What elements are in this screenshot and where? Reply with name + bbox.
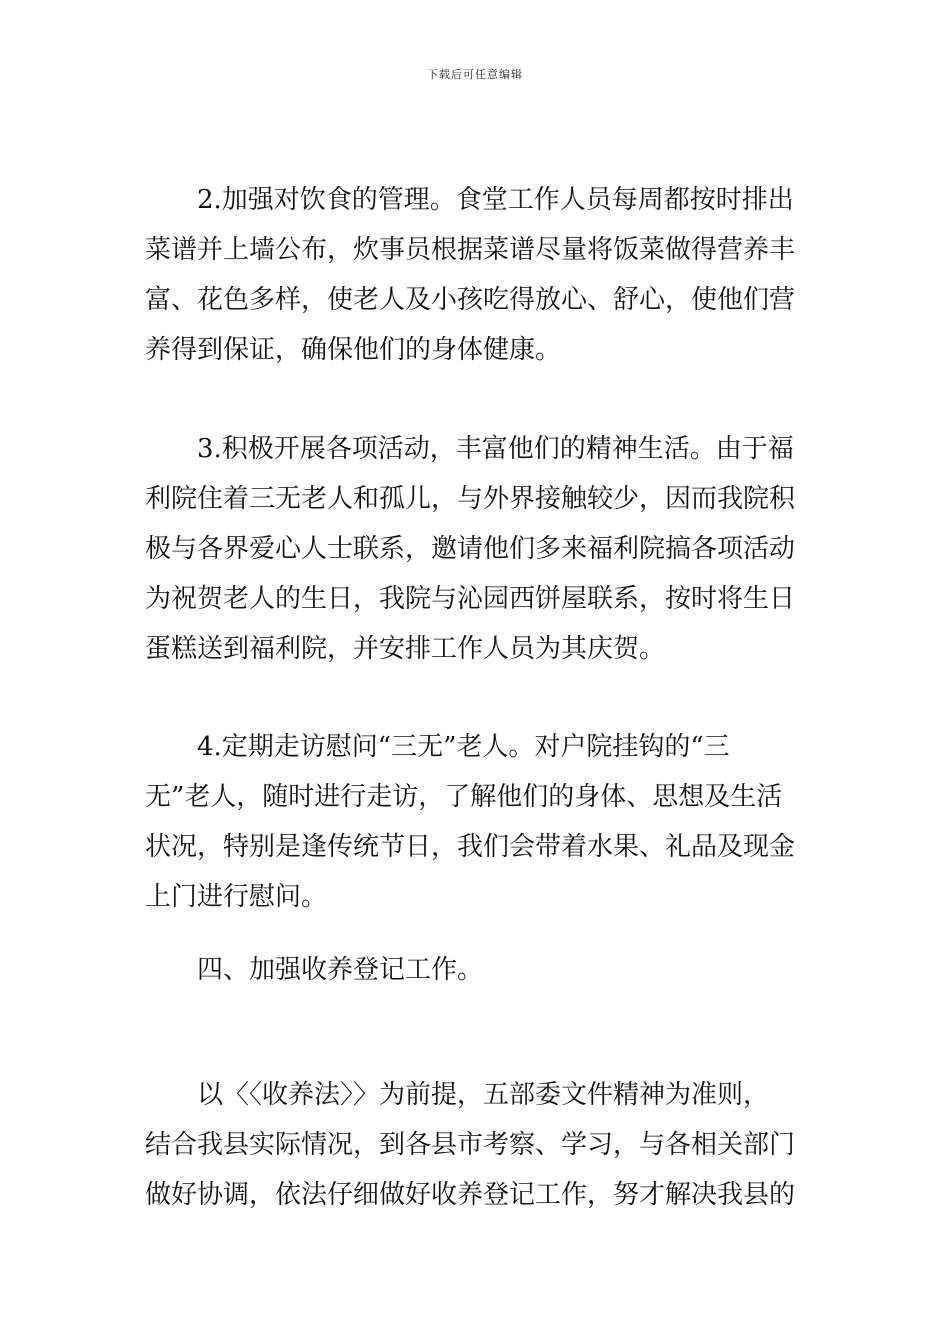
paragraph-line: 结合我县实际情况，到各县市考察、学习，与各相关部门 xyxy=(145,1130,796,1160)
paragraph-line: 为祝贺老人的生日，我院与沁园西饼屋联系，按时将生日 xyxy=(145,584,796,614)
paragraph-line: 利院住着三无老人和孤儿，与外界接触较少，因而我院积 xyxy=(145,484,796,514)
paragraph-line: 菜谱并上墙公布，炊事员根据菜谱尽量将饭菜做得营养丰 xyxy=(145,235,796,265)
paragraph-line: 蛋糕送到福利院，并安排工作人员为其庆贺。 xyxy=(145,634,666,664)
paragraph-line: 富、花色多样，使老人及小孩吃得放心、舒心，使他们营 xyxy=(145,285,796,315)
paragraph-line: 无”老人，随时进行走访，了解他们的身体、思想及生活 xyxy=(145,782,783,812)
paragraph-visits xyxy=(145,722,810,922)
page-header: 下载后可任意编辑 xyxy=(427,68,523,81)
paragraph-line: 上门进行慰问。 xyxy=(145,882,328,912)
paragraph-line: 做好协调，依法仔细做好收养登记工作，努才解决我县的 xyxy=(145,1180,796,1210)
section-heading: 四、加强收养登记工作。 xyxy=(197,955,484,985)
paragraph-adoption xyxy=(145,1070,810,1220)
paragraph-activities xyxy=(145,424,810,674)
paragraph-line: 极与各界爱心人士联系，邀请他们多来福利院搞各项活动 xyxy=(145,534,796,564)
paragraph-line: 以〈〈收养法〉〉为前提，五部委文件精神为准则， xyxy=(197,1080,770,1110)
paragraph-food-management xyxy=(145,175,810,375)
paragraph-line: 养得到保证，确保他们的身体健康。 xyxy=(145,335,562,365)
paragraph-line: 2.加强对饮食的管理。食堂工作人员每周都按时排出 xyxy=(197,185,794,215)
paragraph-line: 3.积极开展各项活动，丰富他们的精神生活。由于福 xyxy=(197,434,794,464)
paragraph-line: 状况，特别是逢传统节日，我们会带着水果、礼品及现金 xyxy=(145,832,796,862)
section-heading-adoption xyxy=(145,945,810,995)
paragraph-line: 4.定期走访慰问“三无”老人。对户院挂钩的“三 xyxy=(197,732,730,762)
